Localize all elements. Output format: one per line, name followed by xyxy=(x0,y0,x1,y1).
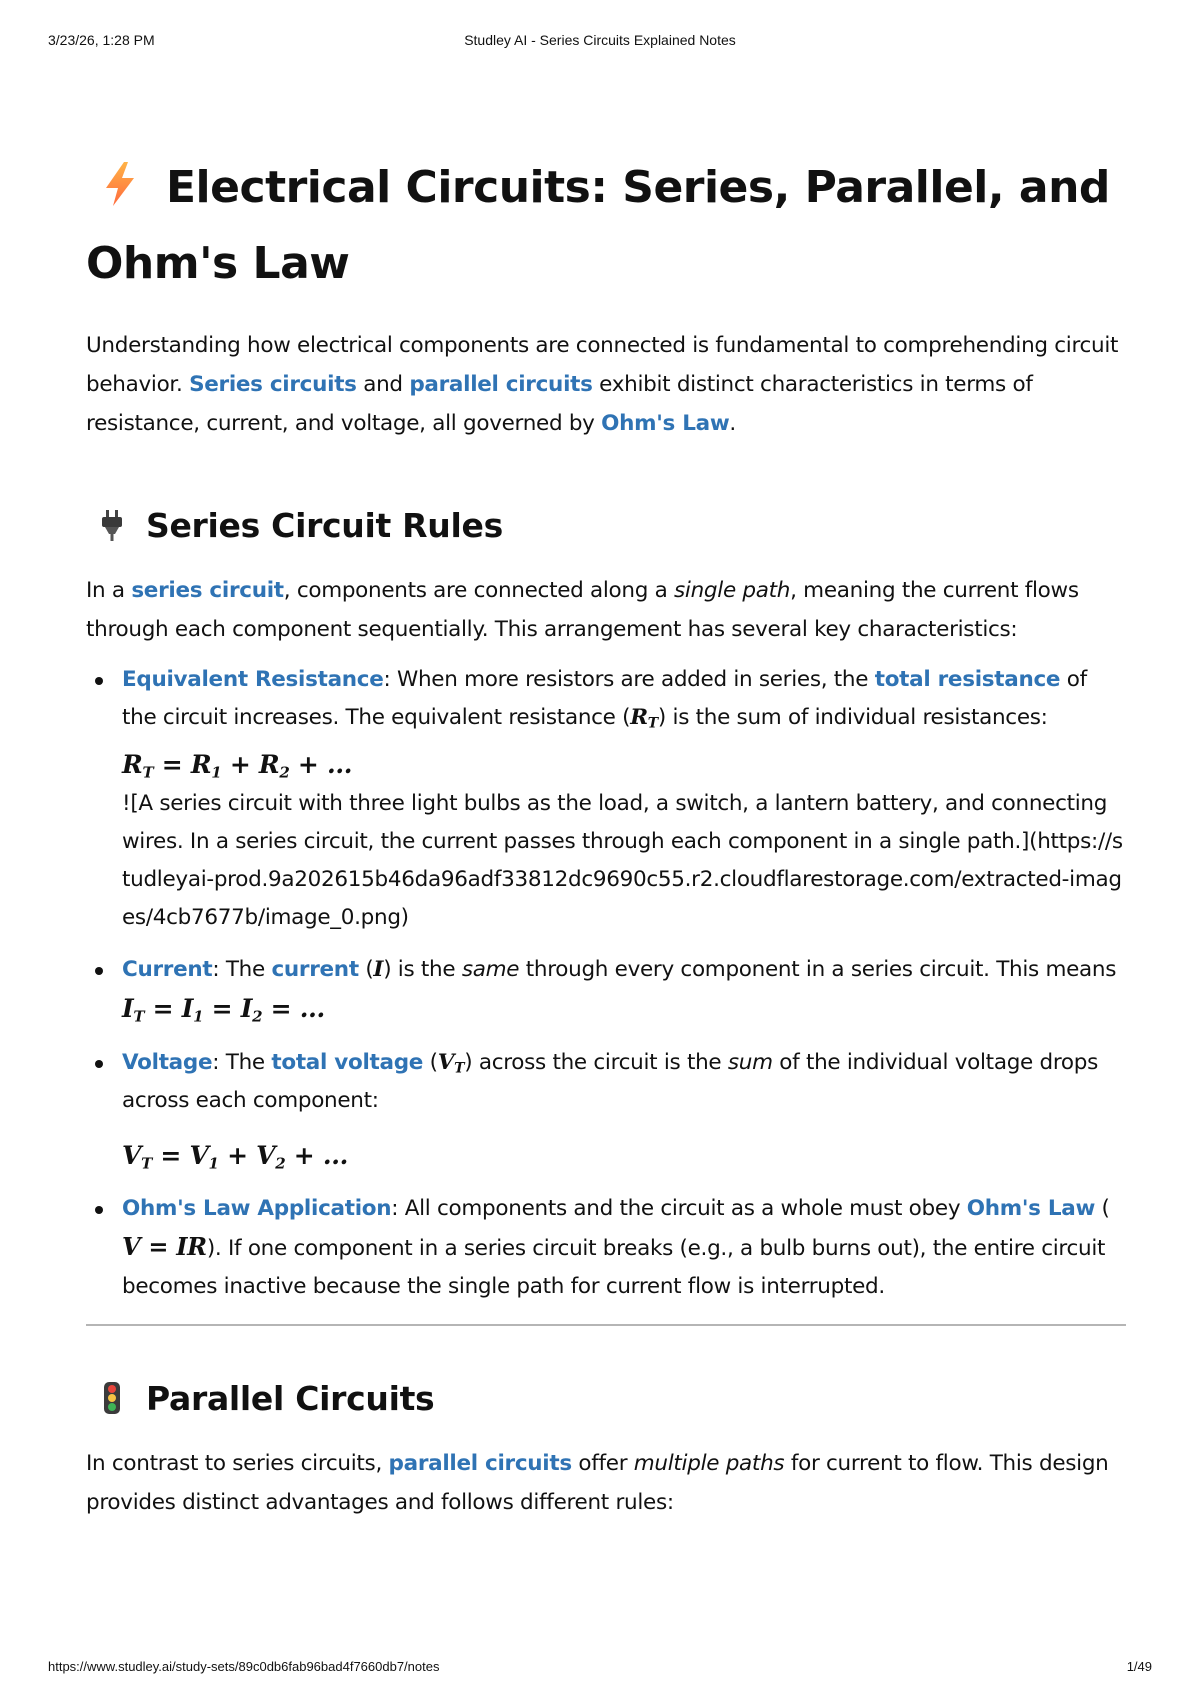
symbol-rt: $R_T$ xyxy=(630,705,658,732)
link-parallel-circuits-2[interactable]: parallel circuits xyxy=(388,1451,572,1476)
parallel-intro-paragraph: In contrast to series circuits, parallel circuits offer multiple paths for current to flow. This design provides distinct advantages and follows different rules: xyxy=(86,1451,1109,1515)
link-current-label[interactable]: Current xyxy=(122,957,213,982)
print-footer xyxy=(48,1659,1152,1679)
list-item-voltage: Voltage: The total voltage $(V_T)$ across the circuit is the sum of the individual voltage drops across each component: $V_T = V_1 + V_2$ + ... xyxy=(122,1044,1126,1176)
symbol-i: I xyxy=(373,957,384,982)
heading-parallel-circuits: Parallel Circuits xyxy=(86,1376,1126,1422)
intro-paragraph: Understanding how electrical components are connected is fundamental to comprehending circuit behavior. Series circuits and parallel circuits exhibit distinct characteristics in terms of resistance, current, and voltage, all governed by Ohm's Law. xyxy=(86,333,1119,436)
series-rules-list xyxy=(86,661,1126,1306)
link-parallel-circuits[interactable]: parallel circuits xyxy=(409,372,593,397)
list-item-ohms-law-application: Ohm's Law Application: All components and the circuit as a whole must obey Ohm's Law ( V = IR). If one component in a series circuit breaks (e.g., a bulb burns out), the entire circuit becomes inactive because the single path for current flow is interrupted. xyxy=(122,1190,1126,1306)
equation-v-ir: V = IR xyxy=(122,1232,207,1261)
traffic-light-icon xyxy=(98,1382,126,1414)
link-total-resistance[interactable]: total resistance xyxy=(874,667,1061,692)
page-number: 1/49 xyxy=(1126,1659,1152,1674)
link-ohms-law-application[interactable]: Ohm's Law Application xyxy=(122,1196,392,1221)
section-divider xyxy=(86,1324,1126,1326)
equation-rt: $R_T = R_1 + R_2$ + ... xyxy=(122,750,353,782)
print-url: https://www.studley.ai/study-sets/89c0db6fab96bad4f7660db7/notes xyxy=(48,1659,440,1674)
list-item-equivalent-resistance: Equivalent Resistance: When more resistors are added in series, the total resistance of the circuit increases. The equivalent resistance $(R_T)$ is the sum of individual resistances: $R_T = R_1 + R_2$ + ... ![A series circuit with three light bulbs as the load, a switch, a lantern battery, and connecting wires. In a series circuit, the current passes through each component in a single path.](https://studleyai-prod.9a202615b46da96adf33812dc9690c55.r2.cloudflarestorage.com/extracted-images/4cb7677b/image_0.png) xyxy=(122,661,1126,937)
series-intro-paragraph: In a series circuit, components are connected along a single path, meaning the current flows through each component sequentially. This arrangement has several key characteristics: xyxy=(86,578,1079,642)
link-series-circuits[interactable]: Series circuits xyxy=(189,372,357,397)
equation-it: $I_T = I_1 = I_2$ = ... xyxy=(122,994,325,1026)
link-total-voltage[interactable]: total voltage xyxy=(271,1050,424,1075)
equation-vt: $V_T = V_1 + V_2$ + ... xyxy=(122,1141,349,1173)
link-ohms-law[interactable]: Ohm's Law xyxy=(601,411,730,436)
link-series-circuit[interactable]: series circuit xyxy=(131,578,284,603)
page-title-line1: Electrical Circuits: Series, Parallel, and xyxy=(166,162,1110,213)
plug-icon xyxy=(98,509,126,541)
lightning-icon xyxy=(100,160,140,208)
image-reference-text: ![A series circuit with three light bulbs as the load, a switch, a lantern battery, and connecting wires. In a series circuit, the current passes through each component in a single path.](https://studleyai-prod.9a202615b46da96adf33812dc9690c55.r2.cloudflarestorage.com/extracted-images/4cb7677b/image_0.png) xyxy=(122,791,1123,930)
print-header xyxy=(48,32,1152,52)
print-date: 3/23/26, 1:28 PM xyxy=(48,32,155,48)
list-item-current: Current: The current (I) is the same through every component in a series circuit. This means $I_T = I_1 = I_2$ = ... xyxy=(122,951,1126,1030)
link-equivalent-resistance[interactable]: Equivalent Resistance xyxy=(122,667,384,692)
page-title-line2: Ohm's Law xyxy=(86,238,350,289)
symbol-vt: $V_T$ xyxy=(437,1050,465,1077)
print-doc-title: Studley AI - Series Circuits Explained Notes xyxy=(464,32,736,48)
notes-content xyxy=(86,150,1126,1522)
link-ohms-law-2[interactable]: Ohm's Law xyxy=(966,1196,1096,1221)
page-title xyxy=(86,150,1126,302)
link-current[interactable]: current xyxy=(271,957,359,982)
heading-series-circuit-rules: Series Circuit Rules xyxy=(86,503,1126,549)
link-voltage[interactable]: Voltage xyxy=(122,1050,213,1075)
